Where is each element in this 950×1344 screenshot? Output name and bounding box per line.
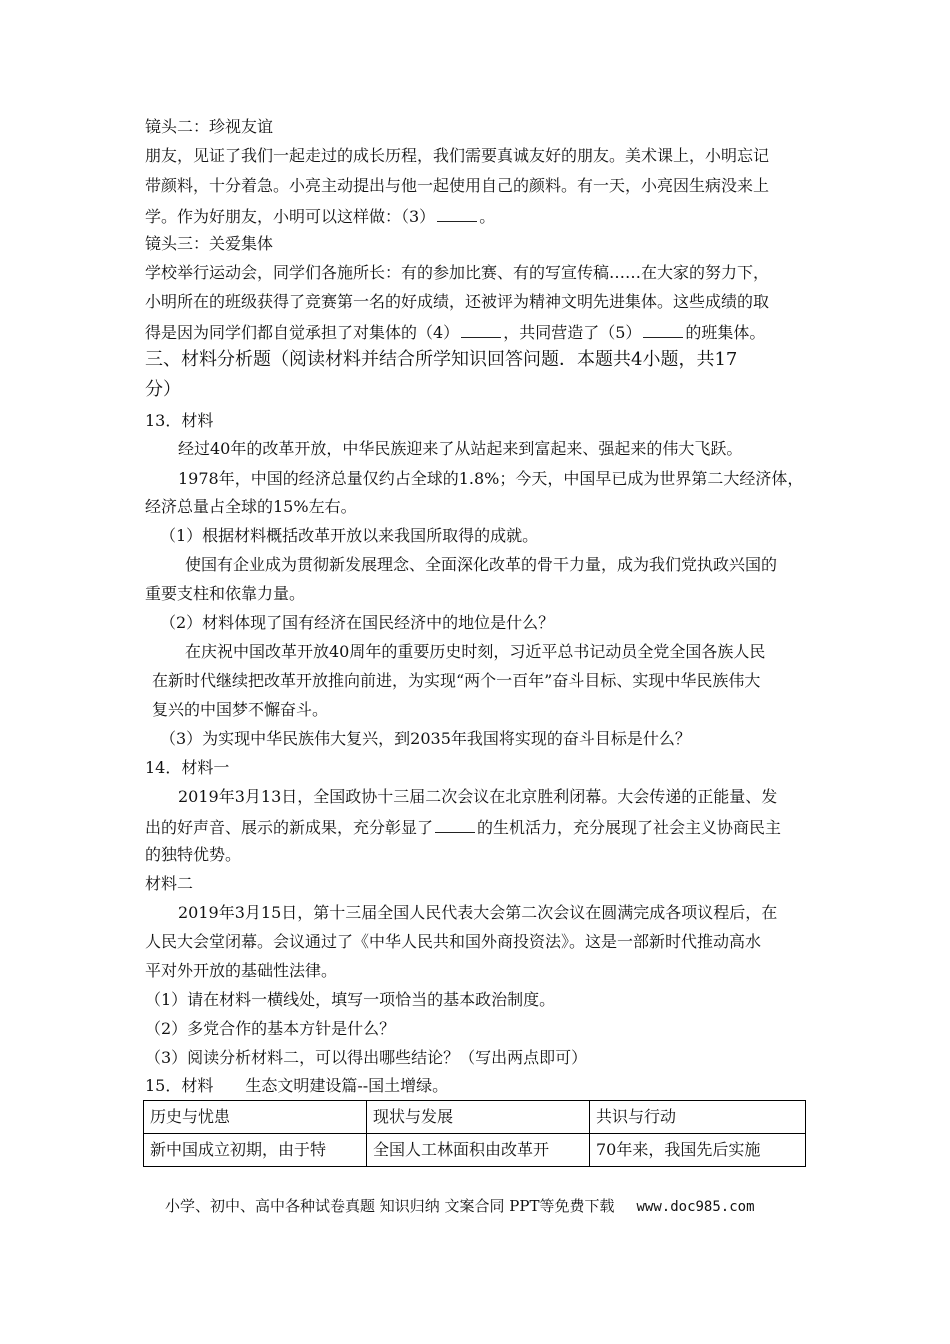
scene2-line: 带颜料，十分着急。小亮主动提出与他一起使用自己的颜料。有一天，小亮因生病没来上 <box>145 176 770 195</box>
scene3-heading: 镜头三：关爱集体 <box>145 234 274 253</box>
scene3-line: 学校举行运动会，同学们各施所长：有的参加比赛、有的写宣传稿……在大家的努力下， <box>145 263 770 282</box>
q14-material-2: 2019年3月15日，第十三届全国人民代表大会第二次会议在圆满完成各项议程后，在 <box>178 903 778 922</box>
q13-material: 复兴的中国梦不懈奋斗。 <box>152 700 329 719</box>
section-heading-cont: 分） <box>145 379 181 400</box>
text: 。 <box>479 207 496 226</box>
scene3-line-3 <box>145 321 765 343</box>
q13-question-3: （3）为实现中华民族伟大复兴，到2035年我国将实现的奋斗目标是什么？ <box>160 729 691 748</box>
q14-material-2: 人民大会堂闭幕。会议通过了《中华人民共和国外商投资法》。这是一部新时代推动高水 <box>145 932 762 951</box>
q13-material: 经过40年的改革开放，中华民族迎来了从站起来到富起来、强起来的伟大飞跃。 <box>178 439 743 458</box>
answer-blank-4 <box>461 321 501 338</box>
scene2-line: 朋友，见证了我们一起走过的成长历程，我们需要真诚友好的朋友。美术课上，小明忘记 <box>145 146 770 165</box>
q13-material: 在新时代继续把改革开放推向前进，为实现“两个一百年”奋斗目标、实现中华民族伟大 <box>152 671 761 690</box>
text: 的生机活力，充分展现了社会主义协商民主 <box>477 818 782 837</box>
table-header-cell: 共识与行动 <box>590 1101 806 1134</box>
q14-material-1: 的独特优势。 <box>145 845 242 864</box>
table-header-row <box>144 1101 806 1134</box>
q13-material: 经济总量占全球的15%左右。 <box>145 497 357 516</box>
scene3-line: 小明所在的班级获得了竞赛第一名的好成绩，还被评为精神文明先进集体。这些成绩的取 <box>145 292 770 311</box>
q13-question-2: （2）材料体现了国有经济在国民经济中的地位是什么？ <box>160 613 555 632</box>
scene2-line-3 <box>145 205 495 227</box>
q13-material: 在庆祝中国改革开放40周年的重要历史时刻，习近平总书记动员全党全国各族人民 <box>185 642 766 661</box>
section-heading: 三、材料分析题（阅读材料并结合所学知识回答问题．本题共4小题，共17 <box>145 349 738 370</box>
q15-table <box>143 1100 806 1167</box>
text: ，共同营造了（5） <box>503 323 642 342</box>
q13-material: 使国有企业成为贯彻新发展理念、全面深化改革的骨干力量，成为我们党执政兴国的 <box>185 555 778 574</box>
q14-material-1: 2019年3月13日，全国政协十三届二次会议在北京胜利闭幕。大会传递的正能量、发 <box>178 787 778 806</box>
table-cell: 新中国成立初期，由于特 <box>144 1134 367 1167</box>
q14-material-1-line-2 <box>145 816 781 838</box>
table-cell: 70年来，我国先后实施 <box>590 1134 806 1167</box>
footer-link[interactable]: www.doc985.com <box>636 1199 755 1215</box>
text: 的班集体。 <box>685 323 766 342</box>
q13-material: 重要支柱和依靠力量。 <box>145 584 306 603</box>
q15-label: 15．材料 生态文明建设篇--国土增绿。 <box>145 1076 449 1095</box>
text: 学。作为好朋友，小明可以这样做：（3） <box>145 207 436 226</box>
q13-question-1: （1）根据材料概括改革开放以来我国所取得的成就。 <box>160 526 539 545</box>
q14-question-3: （3）阅读分析材料二，可以得出哪些结论？（写出两点即可） <box>145 1048 588 1067</box>
q14-question-2: （2）多党合作的基本方针是什么？ <box>145 1019 396 1038</box>
page-footer <box>165 1195 755 1216</box>
q14-material-2-label: 材料二 <box>145 874 194 893</box>
text: 得是因为同学们都自觉承担了对集体的（4） <box>145 323 460 342</box>
scene2-heading: 镜头二：珍视友谊 <box>145 117 274 136</box>
answer-blank-3 <box>437 205 477 222</box>
text: 出的好声音、展示的新成果，充分彰显了 <box>145 818 434 837</box>
answer-blank-5 <box>643 321 683 338</box>
q14-question-1: （1）请在材料一横线处，填写一项恰当的基本政治制度。 <box>145 990 556 1009</box>
table-cell: 全国人工林面积由改革开 <box>367 1134 590 1167</box>
q13-label: 13．材料 <box>145 411 214 430</box>
footer-text: 小学、初中、高中各种试卷真题 知识归纳 文案合同 PPT等免费下载 <box>165 1197 615 1215</box>
q13-material: 1978年，中国的经济总量仅约占全球的1.8%；今天，中国早已成为世界第二大经济体， <box>178 469 804 488</box>
table-header-cell: 现状与发展 <box>367 1101 590 1134</box>
q14-material-2: 平对外开放的基础性法律。 <box>145 961 338 980</box>
q14-label: 14．材料一 <box>145 758 230 777</box>
table-header-cell: 历史与忧患 <box>144 1101 367 1134</box>
table-row <box>144 1134 806 1167</box>
answer-blank <box>435 816 475 833</box>
